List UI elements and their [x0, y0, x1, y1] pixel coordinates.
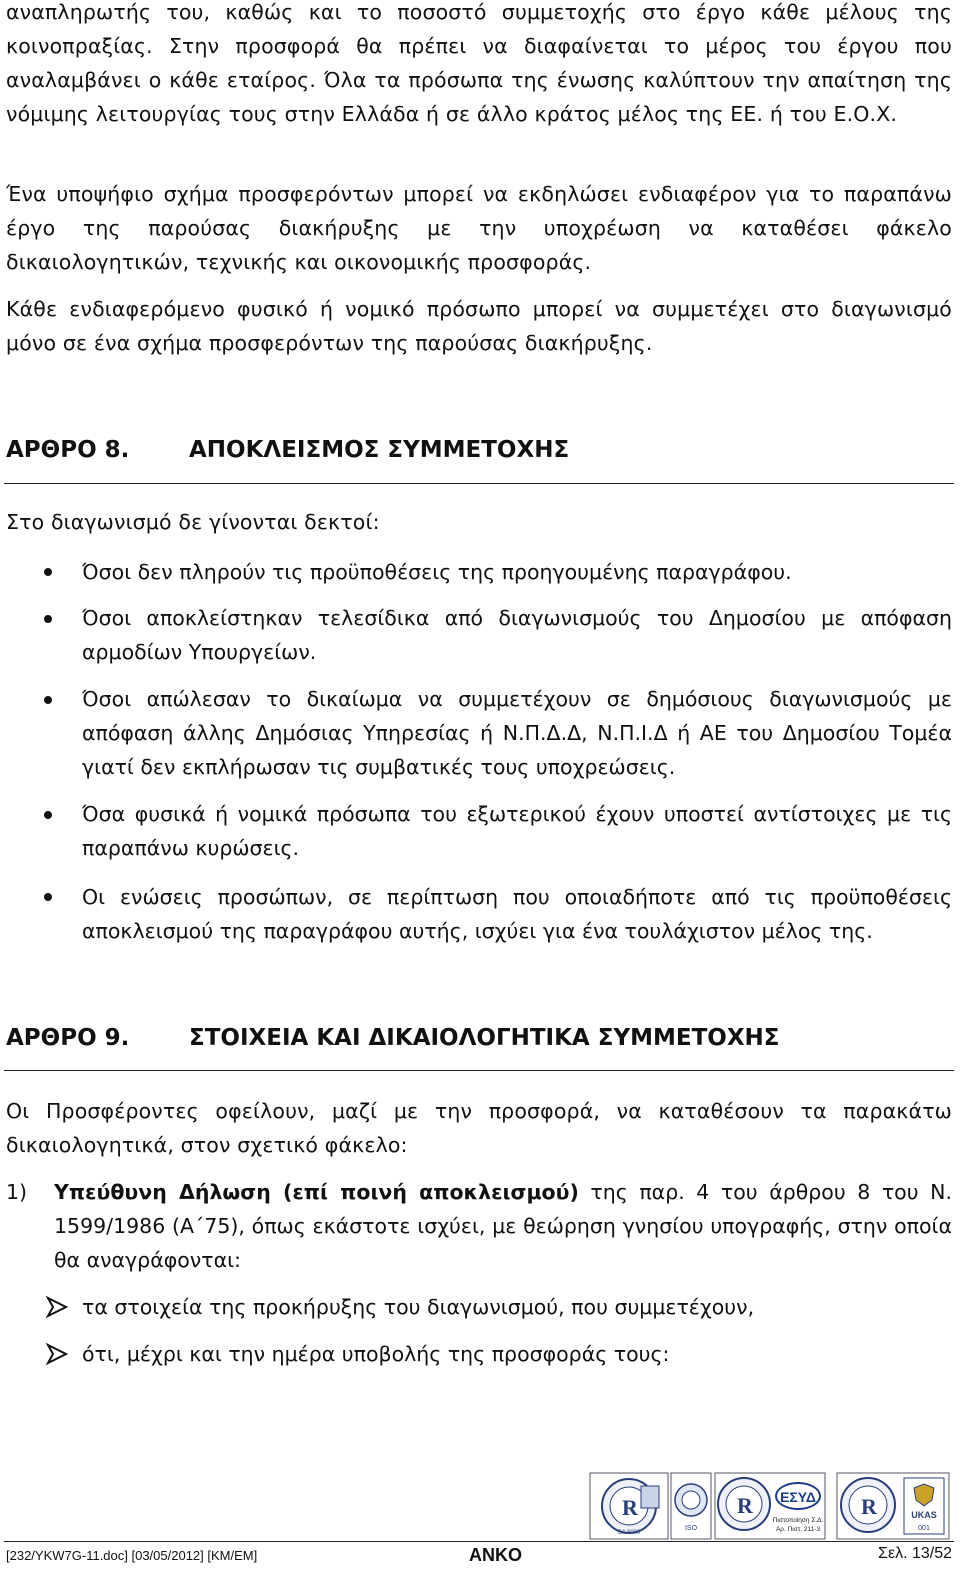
intro-paragraph-1: αναπληρωτής του, καθώς και το ποσοστό συμμετοχής στο έργο κάθε μέλους της κοινοπραξίας. Στην προσφορά θα πρέπει να διαφαίνεται το μέρος του έργου που αναλαμβάνει ο κάθε εταίρος. Όλα τα πρόσωπα της ένωσης καλύπτουν την απαίτηση της νόμιμης λειτουργίας τους στην Ελλάδα ή σε άλλο κράτος μέλος της ΕΕ. ή του Ε.Ο.Χ.: [6, 0, 952, 126]
certification-seal-icon: [714, 1472, 826, 1540]
article-8-rule: [4, 483, 954, 484]
article-9-heading: [6, 1020, 952, 1056]
article-8-bullet-3: Όσοι απώλεσαν το δικαίωμα να συμμετέχουν σε δημόσιους διαγωνισμούς με απόφαση άλλης Δημόσιας Υπηρεσίας ή Ν.Π.Δ.Δ, Ν.Π.Ι.Δ ή ΑΕ του Δημοσίου Τομέα γιατί δεν εκπλήρωσαν τις συμβατικές τους υποχρεώσεις.: [82, 687, 952, 779]
article-8-lead: Στο διαγωνισμό δε γίνονται δεκτοί:: [6, 510, 380, 534]
svg-text:R: R: [861, 1494, 877, 1519]
svg-text:ISO: ISO: [684, 1525, 698, 1532]
bullet-dot: [44, 615, 52, 623]
svg-text:Πιστοποίηση Σ.Δ.: Πιστοποίηση Σ.Δ.: [772, 1517, 824, 1524]
article-8-title: ΑΠΟΚΛΕΙΣΜΟΣ ΣΥΜΜΕΤΟΧΗΣ: [189, 437, 570, 463]
bullet-dot: [44, 811, 52, 819]
footer-page-number: Σελ. 13/52: [878, 1545, 952, 1562]
svg-text:001: 001: [918, 1525, 930, 1532]
article-8-bullet-4: Όσα φυσικά ή νομικά πρόσωπα του εξωτερικού έχουν υποστεί αντίστοιχες με τις παραπάνω κυρώσεις.: [82, 802, 952, 860]
item-number: 1): [6, 1180, 28, 1204]
svg-text:ΕΣΥΔ: ΕΣΥΔ: [780, 1489, 816, 1505]
article-9-subitem-2: ότι, μέχρι και την ημέρα υποβολής της προσφοράς τους:: [82, 1342, 670, 1366]
footer-doc-reference: [232/YKW7G-11.doc] [03/05/2012] [KM/EM]: [6, 1548, 258, 1563]
footer-rule: [4, 1541, 954, 1542]
footer-company: ANKO: [469, 1545, 522, 1565]
item-1-bold-label: Υπεύθυνη Δήλωση (επί ποινή αποκλεισμού): [54, 1180, 579, 1204]
svg-text:R: R: [737, 1493, 753, 1518]
article-9-lead: Οι Προσφέροντες οφείλουν, μαζί με την προσφορά, να καταθέσουν τα παρακάτω δικαιολογητικά, στον σχετικό φάκελο:: [6, 1099, 952, 1157]
bullet-dot: [44, 696, 52, 704]
article-8-bullet-5: Οι ενώσεις προσώπων, σε περίπτωση που οποιαδήποτε από τις προϋποθέσεις αποκλεισμού της παραγράφου αυτής, ισχύει για ένα τουλάχιστον μέλος της.: [82, 885, 952, 943]
article-8-number: ΑΡΘΡΟ 8.: [6, 437, 130, 463]
article-8-bullet-2: Όσοι αποκλείστηκαν τελεσίδικα από διαγωνισμούς του Δημοσίου με απόφαση αρμοδίων Υπουργείων.: [82, 606, 952, 664]
certification-seal-icon: [589, 1472, 669, 1540]
article-9-rule: [4, 1070, 954, 1071]
article-8-bullet-1: Όσοι δεν πληρούν τις προϋποθέσεις της προηγουμένης παραγράφου.: [82, 560, 792, 584]
arrow-bullet-icon: [46, 1343, 68, 1365]
item-1-text: της παρ. 4 του άρθρου 8 του Ν. 1599/1986 (Α΄75), όπως εκάστοτε ισχύει, με θεώρηση γνησίου υπογραφής, στην οποία θα αναγράφονται:: [54, 1180, 953, 1272]
article-9-title: ΣΤΟΙΧΕΙΑ ΚΑΙ ΔΙΚΑΙΟΛΟΓΗΤΙΚΑ ΣΥΜΜΕΤΟΧΗΣ: [189, 1025, 780, 1051]
bullet-dot: [44, 893, 52, 901]
certification-seal-icon: [670, 1472, 712, 1540]
svg-text:UKAS: UKAS: [911, 1510, 937, 1520]
certification-logo-iso: [670, 1472, 712, 1540]
certification-seal-icon: [836, 1472, 950, 1540]
article-9-number: ΑΡΘΡΟ 9.: [6, 1025, 130, 1051]
certification-logo-sa8000: [589, 1472, 669, 1540]
bullet-dot: [44, 568, 52, 576]
svg-text:Αρ. Πιστ. 211-3: Αρ. Πιστ. 211-3: [775, 1526, 821, 1533]
svg-text:R: R: [622, 1495, 638, 1520]
arrow-bullet-icon: [46, 1296, 68, 1318]
certification-logo-ukas: [836, 1472, 950, 1540]
certification-logo-esyd: [714, 1472, 826, 1540]
intro-paragraph-2: Ένα υποψήφιο σχήμα προσφερόντων μπορεί να εκδηλώσει ενδιαφέρον για το παραπάνω έργο της παρούσας διακήρυξης με την υποχρέωση να καταθέσει φάκελο δικαιολογητικών, τεχνικής και οικονομικής προσφοράς.: [6, 182, 952, 274]
article-9-subitem-1: τα στοιχεία της προκήρυξης του διαγωνισμού, που συμμετέχουν,: [82, 1295, 755, 1319]
article-8-heading: [6, 432, 952, 468]
intro-paragraph-3: Κάθε ενδιαφερόμενο φυσικό ή νομικό πρόσωπο μπορεί να συμμετέχει στο διαγωνισμό μόνο σε ένα σχήμα προσφερόντων της παρούσας διακήρυξης.: [6, 297, 952, 355]
svg-text:SA 8000: SA 8000: [617, 1530, 641, 1536]
article-9-item-1: [54, 1175, 952, 1277]
